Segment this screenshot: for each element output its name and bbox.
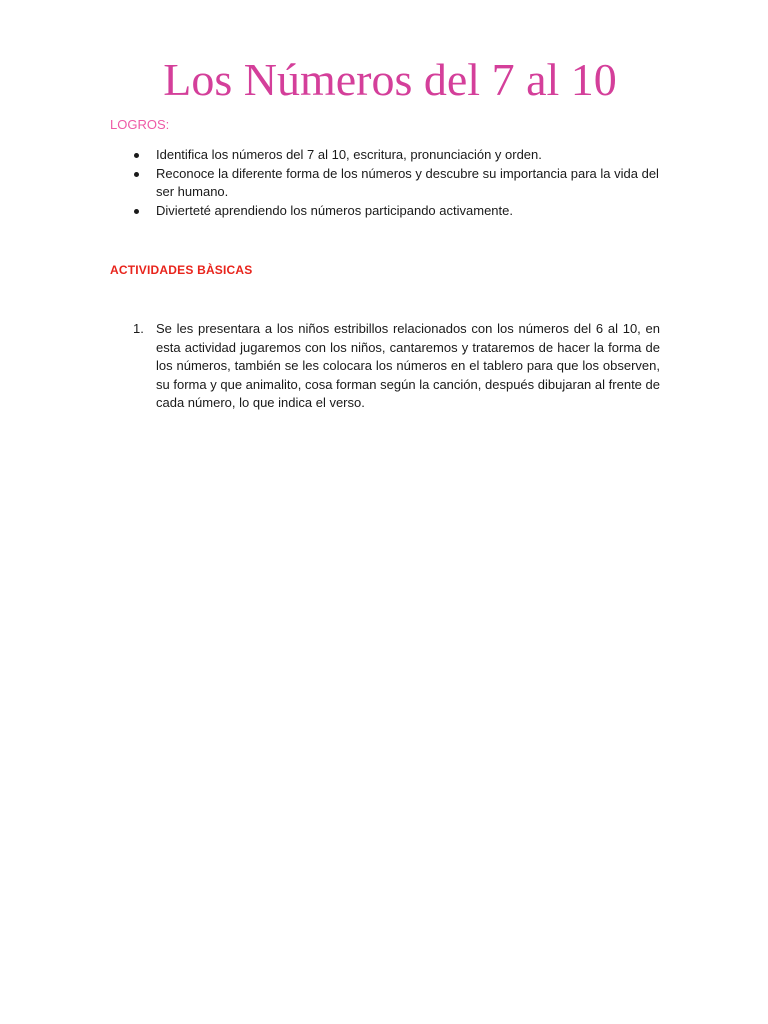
actividades-list (110, 320, 660, 413)
actividades-heading: ACTIVIDADES BÀSICAS (110, 263, 253, 277)
actividad-text: Se les presentara a los niños estribillos relacionados con los números del 6 al 10, en esta actividad jugaremos con los niños, cantaremos y trataremos de hacer la forma de los números, también se les colocara los números en el tablero para que los observen, su forma y que animalito, cosa forman según la canción, después dibujaran al frente de cada número, lo que indica el verso. (156, 321, 660, 410)
actividad-number: 1. (133, 321, 144, 336)
logros-item-text: Identifica los números del 7 al 10, escritura, pronunciación y orden. (156, 147, 542, 162)
bullet-icon (134, 209, 139, 214)
page-title: Los Números del 7 al 10 (163, 54, 617, 105)
actividad-item (110, 320, 660, 413)
logros-item (110, 202, 660, 221)
logros-item-text: Divierteté aprendiendo los números participando activamente. (156, 202, 513, 218)
logros-list (110, 146, 660, 220)
bullet-icon (134, 172, 139, 177)
logros-item-text: Reconoce la diferente forma de los números y descubre su importancia para la vida del ser humano. (156, 165, 659, 199)
logros-item (110, 165, 660, 202)
bullet-icon (134, 153, 139, 158)
logros-label: LOGROS: (110, 117, 170, 132)
logros-item (110, 146, 660, 165)
